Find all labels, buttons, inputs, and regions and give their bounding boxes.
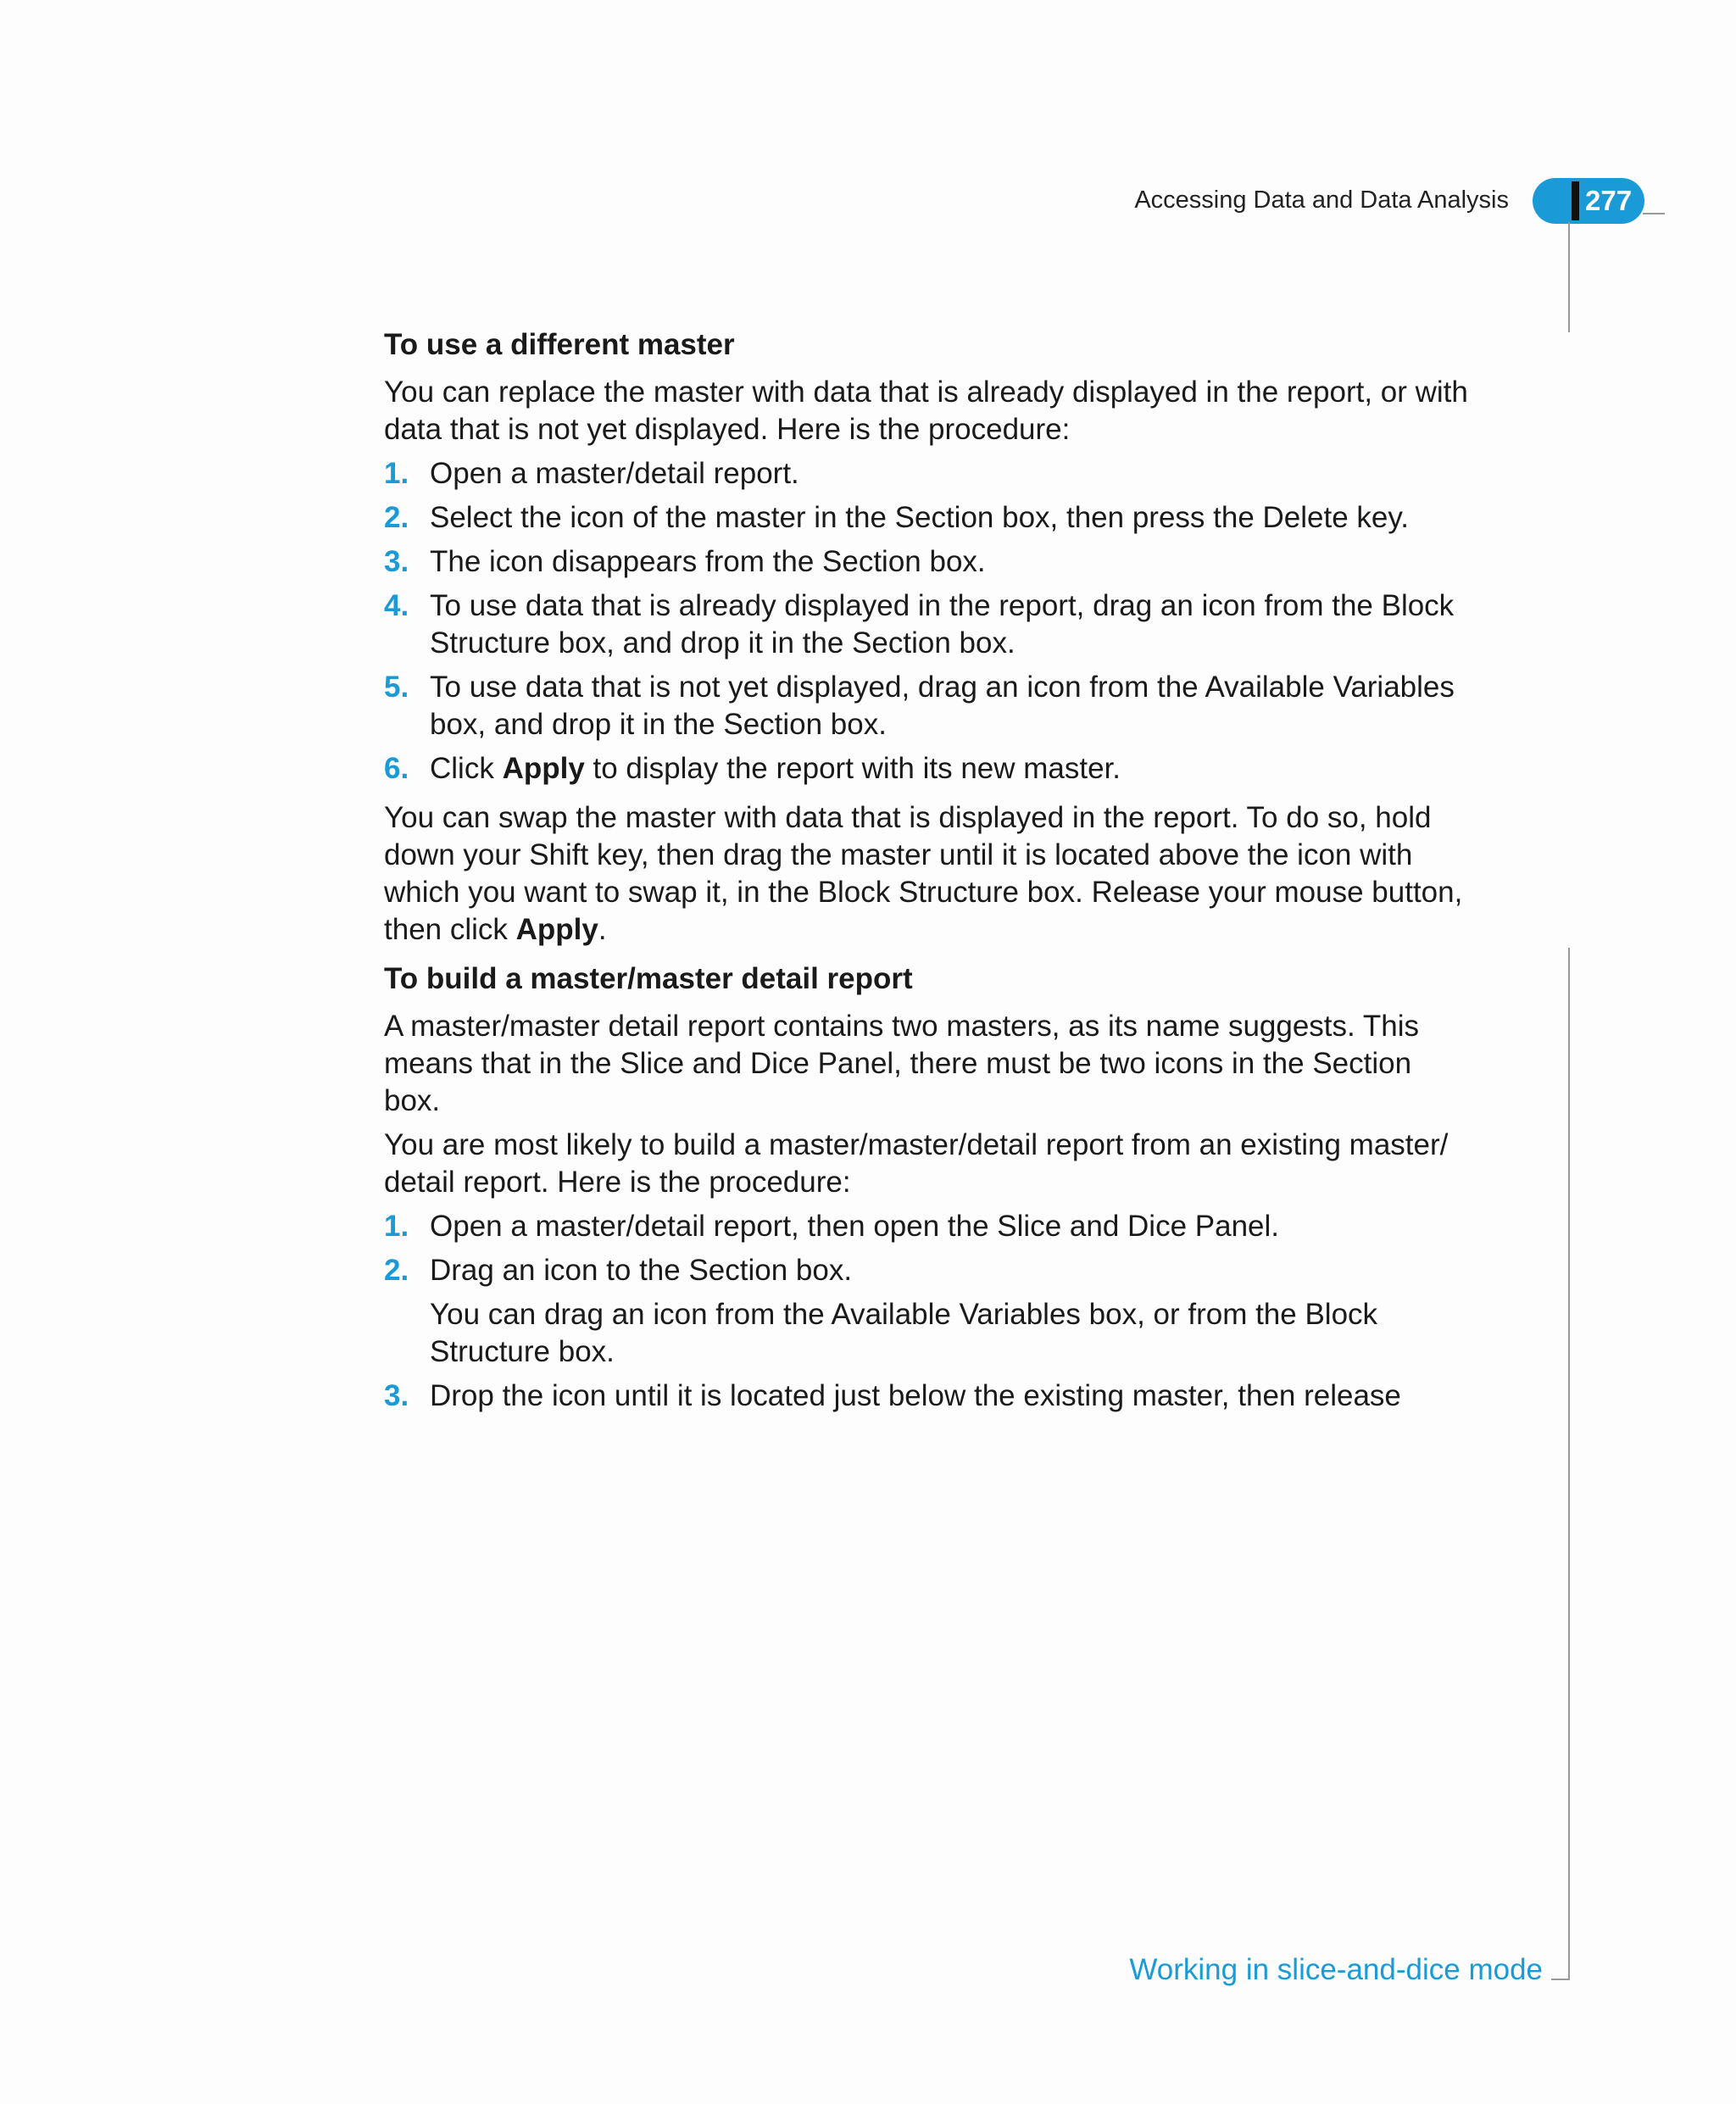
running-head: Accessing Data and Data Analysis <box>1134 186 1509 214</box>
procedure-list-1 <box>384 455 1469 788</box>
swap-text: You can swap the master with data that is displayed in the report. To do so, hold down your Shift key, then drag the master until it is located above the icon with which you want to swap it, in the Block Structure box. Release your mouse button, then click <box>384 801 1463 946</box>
step-text: Select the icon of the master in the Section box, then press the Delete key. <box>430 501 1409 534</box>
procedure-list-2 <box>384 1208 1469 1415</box>
procedure-intro: You are most likely to build a master/master/detail report from an existing master/ detail report. Here is the procedure: <box>384 1128 1449 1199</box>
step-text: Drag an icon to the Section box. <box>430 1254 853 1287</box>
list-item <box>384 499 1469 537</box>
step-text: To use data that is not yet displayed, drag an icon from the Available Variables box, and drop it in the Section box. <box>430 671 1455 741</box>
step-number: 2. <box>384 1254 409 1287</box>
list-item <box>384 543 1469 581</box>
definition-paragraph: A master/master detail report contains two masters, as its name suggests. This means that in the Slice and Dice Panel, there must be two icons in the Section box. <box>384 1010 1419 1117</box>
step-text: Open a master/detail report, then open the Slice and Dice Panel. <box>430 1210 1279 1243</box>
apply-keyword: Apply <box>515 913 598 946</box>
margin-rule-bottom <box>1568 948 1570 1980</box>
step-number: 6. <box>384 752 409 785</box>
list-item <box>384 1378 1469 1415</box>
step-text-after: to display the report with its new master. <box>584 752 1121 785</box>
margin-rule-top <box>1568 222 1570 332</box>
step-number: 3. <box>384 1379 409 1412</box>
list-item <box>384 587 1469 662</box>
footer-rule <box>1551 1979 1570 1980</box>
list-item <box>384 669 1469 743</box>
step-number: 2. <box>384 501 409 534</box>
list-item <box>384 750 1469 788</box>
step-text: To use data that is already displayed in the report, drag an icon from the Block Structure box, and drop it in the Section box. <box>430 589 1455 660</box>
section-heading-master-master: To build a master/master detail report <box>384 962 913 995</box>
swap-text-end: . <box>598 913 607 946</box>
page-number: 277 <box>1585 185 1633 216</box>
step-number: 1. <box>384 457 409 490</box>
running-foot: Working in slice-and-dice mode <box>1129 1953 1543 1986</box>
tab-marker <box>1572 181 1579 220</box>
step-number: 1. <box>384 1210 409 1243</box>
step-text: The icon disappears from the Section box. <box>430 545 986 578</box>
apply-keyword: Apply <box>502 752 585 785</box>
list-item <box>384 1208 1469 1245</box>
step-text: Drop the icon until it is located just below the existing master, then release <box>430 1379 1401 1412</box>
intro-paragraph: You can replace the master with data that is already displayed in the report, or with data that is not yet displayed. Here is the procedure: <box>384 376 1468 446</box>
step-number: 4. <box>384 589 409 622</box>
section-heading-different-master: To use a different master <box>384 328 735 361</box>
step-text-before: Click <box>430 752 503 785</box>
header-rule <box>1643 213 1665 214</box>
step-number: 5. <box>384 671 409 704</box>
step-note: You can drag an icon from the Available Variables box, or from the Block Structure box. <box>430 1298 1378 1368</box>
page-body <box>384 326 1469 1427</box>
list-item <box>384 455 1469 493</box>
step-text: Open a master/detail report. <box>430 457 799 490</box>
swap-paragraph <box>384 799 1469 949</box>
page-number-tab <box>1533 178 1644 224</box>
step-number: 3. <box>384 545 409 578</box>
list-item <box>384 1252 1469 1371</box>
